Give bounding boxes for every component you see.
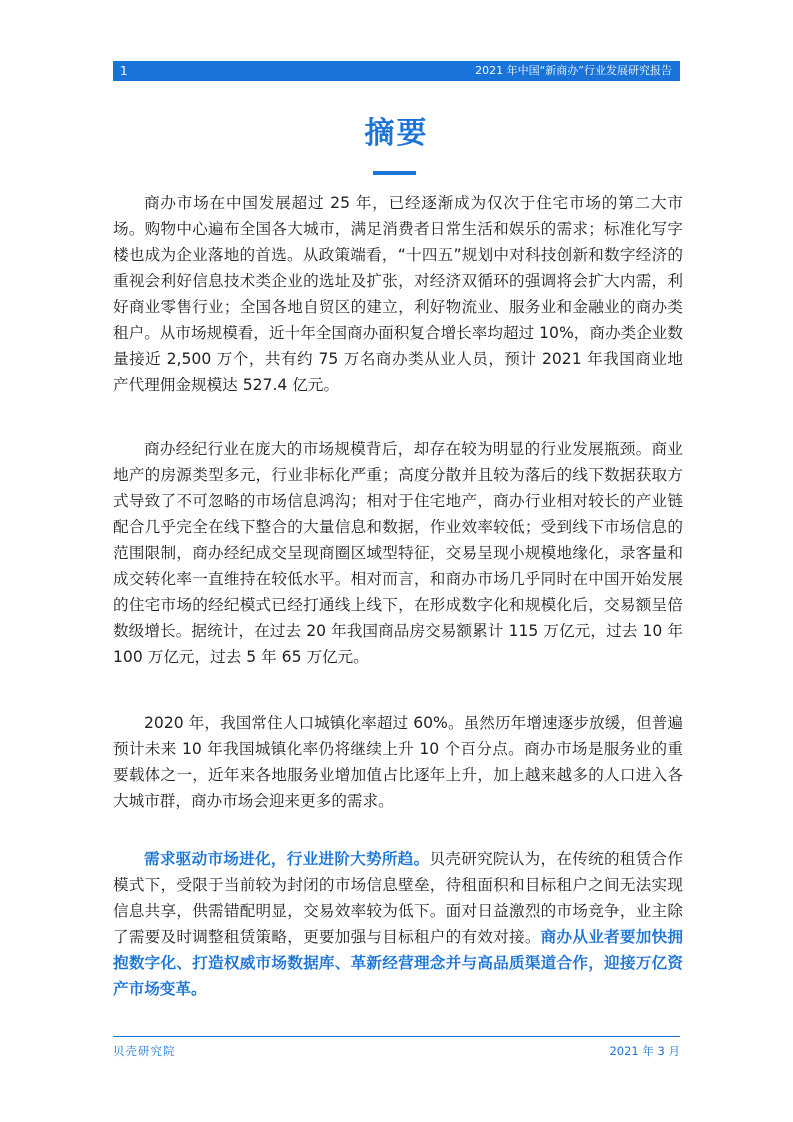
page-title: 摘要 (364, 116, 429, 151)
footer-divider (113, 1036, 680, 1037)
footer-date: 2021 年 3 月 (609, 1044, 680, 1058)
paragraph-industry-bottleneck: 商办经纪行业在庞大的市场规模背后，却存在较为明显的行业发展瓶颈。商业地产的房源类型多元，行业非标化严重；高度分散并且较为落后的线下数据获取方式导致了不可忽略的市场信息鸿沟；相对于住宅地产，商办行业相对较长的产业链配合几乎完全在线下整合的大量信息和数据，作业效率较低；受到线下市场信息的范围限制，商办经纪成交呈现商圈区域型特征，交易呈现小规模地缘化，录客量和成交转化率一直维持在较低水平。相对而言，和商办市场几乎同时在中国开始发展的住宅市场的经纪模式已经打通线上线下，在形成数字化和规模化后，交易额呈倍数级增长。据统计，在过去 20 年我国商品房交易额累计 115 万亿元，过去 10 年 100 万亿元，过去 5 年 65 万亿元。 (113, 440, 683, 666)
report-title: 2021 年中国“新商办”行业发展研究报告 (475, 64, 672, 77)
highlight-demand-driven: 需求驱动市场进化，行业进阶大势所趋。 (144, 850, 430, 868)
paragraph-conclusion-text: 贝壳研究院认为，在传统的租赁合作模式下，受限于当前较为封闭的市场信息壁垒，待租面积和目标租户之间无法实现信息共享，供需错配明显，交易效率较为低下。面对日益激烈的市场竞争，业主除了需要及时调整租赁策略，更要加强与目标租户的有效对接。 (113, 850, 683, 946)
paragraph-market-overview: 商办市场在中国发展超过 25 年，已经逐渐成为仅次于住宅市场的第二大市场。购物中心遍布全国各大城市，满足消费者日常生活和娱乐的需求；标准化写字楼也成为企业落地的首选。从政策端看，“十四五”规划中对科技创新和数字经济的重视会利好信息技术类企业的选址及扩张，对经济双循环的强调将会扩大内需，利好商业零售行业；全国各地自贸区的建立，利好物流业、服务业和金融业的商办类租户。从市场规模看，近十年全国商办面积复合增长率均超过 10%，商办类企业数量接近 2,500 万个，共有约 75 万名商办类从业人员，预计 2021 年我国商业地产代理佣金规模达 527.4 亿元。 (113, 194, 683, 394)
footer-publisher: 贝壳研究院 (113, 1044, 176, 1058)
paragraph-urbanization: 2020 年，我国常住人口城镇化率超过 60%。虽然历年增速逐步放缓，但普遍预计未来 10 年我国城镇化率仍将继续上升 10 个百分点。商办市场是服务业的重要载体之一，近年来各地服务业增加值占比逐年上升，加上越来越多的人口进入各大城市群，商办市场会迎来更多的需求。 (113, 714, 683, 810)
header-bar (113, 61, 680, 81)
highlight-recommendation: 商办从业者要加快拥抱数字化、打造权威市场数据库、革新经营理念并与高品质渠道合作，迎接万亿资产市场变革。 (113, 928, 683, 998)
page-number: 1 (120, 64, 128, 78)
title-underline (373, 171, 416, 175)
paragraph-conclusion (113, 846, 683, 1002)
